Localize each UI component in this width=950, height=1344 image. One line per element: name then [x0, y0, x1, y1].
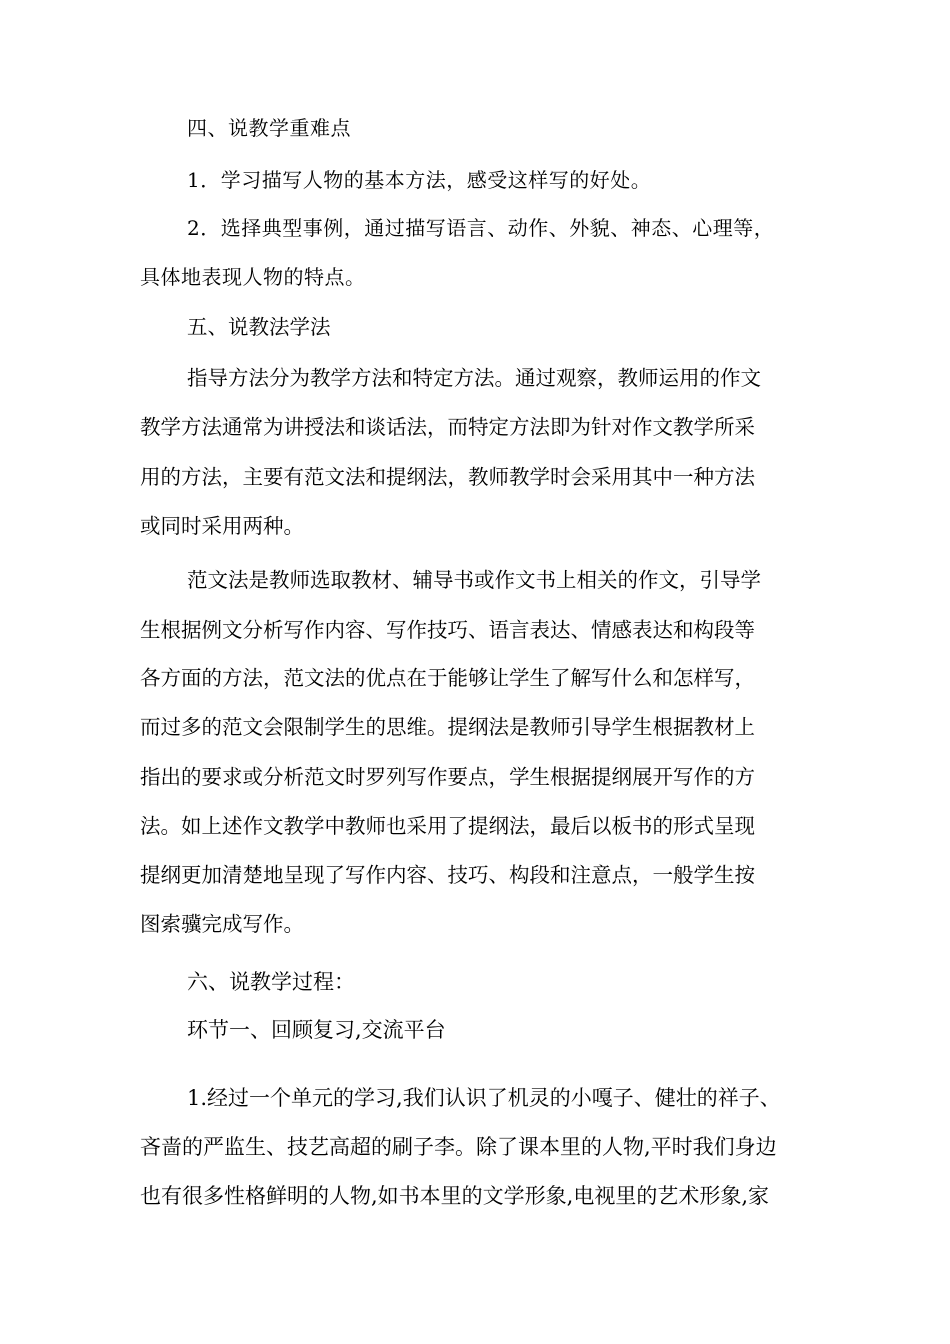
methods-para-1-line-3: 用的方法，主要有范文法和提纲法，教师教学时会采用其中一种方法 — [140, 465, 755, 489]
methods-para-2-line-5: 指出的要求或分析范文时罗列写作要点，学生根据提纲展开写作的方 — [140, 765, 755, 789]
methods-para-2-line-8: 图索骥完成写作。 — [140, 912, 304, 936]
methods-para-2-line-1: 范文法是教师选取教材、辅导书或作文书上相关的作文，引导学 — [187, 568, 761, 592]
step-1-para-line-1: 1.经过一个单元的学习,我们认识了机灵的小嘎子、健壮的祥子、 — [187, 1086, 781, 1110]
heading-methods: 五、说教法学法 — [187, 315, 331, 339]
step-1-para-line-2: 吝啬的严监生、技艺高超的刷子李。除了课本里的人物,平时我们身边 — [140, 1135, 777, 1159]
methods-para-1-line-1: 指导方法分为教学方法和特定方法。通过观察，教师运用的作文 — [187, 366, 761, 390]
methods-para-2-line-4: 而过多的范文会限制学生的思维。提纲法是教师引导学生根据教材上 — [140, 715, 755, 739]
methods-para-2-line-2: 生根据例文分析写作内容、写作技巧、语言表达、情感表达和构段等 — [140, 618, 755, 642]
key-point-1: 1．学习描写人物的基本方法，感受这样写的好处。 — [187, 168, 652, 192]
step-1-para-line-3: 也有很多性格鲜明的人物,如书本里的文学形象,电视里的艺术形象,家 — [140, 1184, 770, 1208]
step-1-title: 环节一、回顾复习,交流平台 — [187, 1018, 446, 1042]
heading-process: 六、说教学过程： — [187, 970, 355, 994]
key-point-2-line-1: 2．选择典型事例，通过描写语言、动作、外貌、神态、心理等， — [187, 216, 775, 240]
key-point-2-line-2: 具体地表现人物的特点。 — [140, 265, 366, 289]
methods-para-2-line-3: 各方面的方法，范文法的优点在于能够让学生了解写什么和怎样写， — [140, 666, 755, 690]
heading-key-points: 四、说教学重难点 — [187, 116, 351, 140]
methods-para-2-line-6: 法。如上述作文教学中教师也采用了提纲法，最后以板书的形式呈现 — [140, 814, 755, 838]
methods-para-2-line-7: 提纲更加清楚地呈现了写作内容、技巧、构段和注意点，一般学生按 — [140, 863, 755, 887]
methods-para-1-line-2: 教学方法通常为讲授法和谈话法，而特定方法即为针对作文教学所采 — [140, 415, 755, 439]
methods-para-1-line-4: 或同时采用两种。 — [140, 514, 304, 538]
